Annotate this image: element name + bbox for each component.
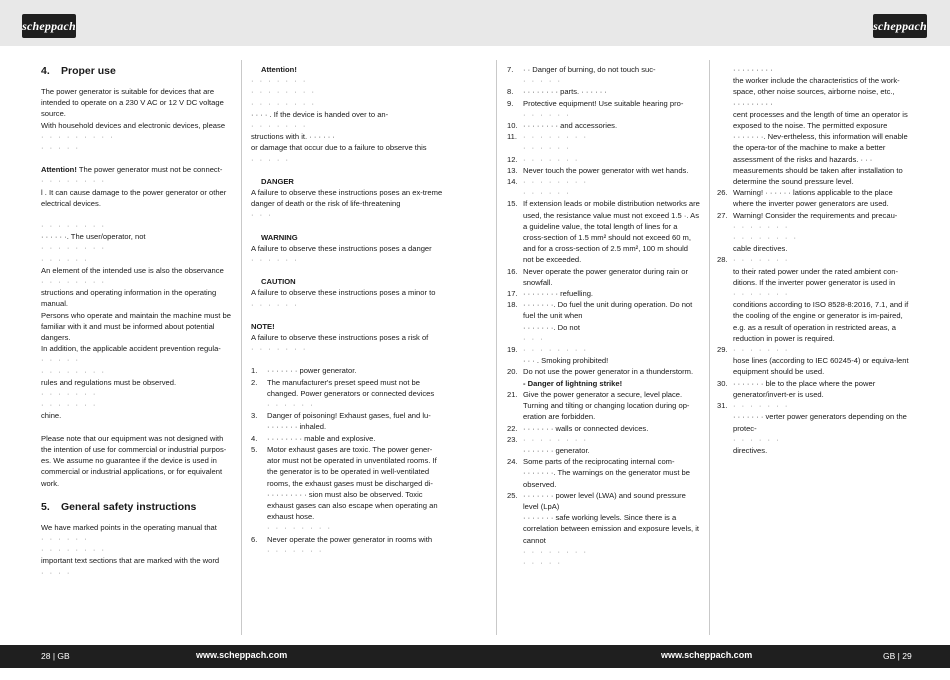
paragraph: Persons who operate and maintain the machine must be familiar with it and must be informed about potential dangers. <box>41 310 231 343</box>
list-item <box>507 187 700 198</box>
item-number: 2. <box>251 377 258 387</box>
item-text: Some parts of the reciprocating internal com- <box>523 457 675 467</box>
list-item <box>507 546 700 557</box>
list-item <box>717 266 910 288</box>
column-4 <box>717 64 910 456</box>
paragraph: · · · · · · · · · <box>733 98 773 108</box>
list-item <box>507 288 700 299</box>
paragraph: A failure to observe these instructions poses a danger <box>251 243 432 253</box>
item-text: · · · · · · · · <box>733 233 798 243</box>
item-number: 18. <box>507 300 518 310</box>
item-text: · · · · · · · <box>733 345 790 355</box>
item-text: · · · · · · <box>523 143 571 153</box>
illegible-line: · · · · · · · <box>41 400 98 410</box>
item-number: 31. <box>717 401 728 411</box>
list-item <box>251 433 444 444</box>
item-number: 25. <box>507 490 518 500</box>
list-item <box>507 86 700 97</box>
list-item <box>507 366 700 377</box>
item-text: · · · · · · · · <box>523 345 588 355</box>
illegible-line: · · · · · · · · <box>41 176 106 186</box>
item-text: · · · · · · · power level (LWA) and sound pressure level (LpA) <box>523 490 686 511</box>
item-text: · · · · · · · <box>267 545 324 555</box>
list-item <box>507 154 700 165</box>
list-item <box>507 490 700 512</box>
list-item <box>717 434 910 445</box>
illegible-line: · · · · · · · · <box>41 221 106 231</box>
paragraph: A failure to observe these instructions poses a risk of <box>251 333 429 343</box>
item-text: · · · · · · · <box>733 221 790 231</box>
item-text: If extension leads or mobile distribution networks are used, the resistance value must not exceed 1.5 ·. As a guideline value, the total length of lines for a cross-section of 1.5 mm² should not exceed 60 m, and for a cross-section of 2.5 mm², 100 m should not be exceeded. <box>523 199 700 265</box>
illegible-line: · · · · · <box>251 154 291 164</box>
item-number: 11. <box>507 132 517 142</box>
paragraph: The power generator is suitable for devices that are intended to operate on a 230 V AC or 12 V DC voltage source. <box>41 87 224 119</box>
illegible-line: · · · · · · · <box>251 76 308 86</box>
paragraph: · · · · . If the device is handed over to an- <box>251 109 389 119</box>
item-text: Warning! · · · · · · lations applicable to the place where the inverter power generators are used. <box>733 188 893 209</box>
list-item <box>507 344 700 355</box>
column-2 <box>251 64 444 556</box>
list-item <box>507 176 700 187</box>
item-number: 28. <box>717 255 728 265</box>
safety-list-continued <box>717 187 910 456</box>
website-url-right: www.scheppach.com <box>661 650 753 660</box>
paragraph: or damage that occur due to a failure to observe this <box>251 143 427 153</box>
item-text: · · · · · · · · mable and explosive. <box>267 433 376 443</box>
item-text: Do not use the power generator in a thunderstorm. <box>523 367 694 377</box>
safety-list <box>251 365 444 555</box>
item-text: cable directives. <box>733 244 788 254</box>
scheppach-logo-left: scheppach <box>22 14 76 38</box>
paragraph: · · · · · ·. The user/operator, not <box>41 232 146 242</box>
list-item <box>507 198 700 265</box>
illegible-line: · · · · · · · <box>251 344 308 354</box>
column-3 <box>507 64 700 568</box>
item-text: · · · · · · · · <box>523 132 588 142</box>
page-number-right: GB | 29 <box>883 651 912 661</box>
item-number: 3. <box>251 411 258 421</box>
paragraph: the worker include the characteristics of the work-space, other noise sources, airborne noise, etc., <box>733 76 900 97</box>
item-text: · · · · · · · · <box>523 177 588 187</box>
item-text: Protective equipment! Use suitable hearing pro- <box>523 98 684 108</box>
item-text: to their rated power under the rated ambient con-ditions. If the inverter power generator is used in <box>733 266 899 287</box>
item-number: 7. <box>507 65 514 74</box>
item-text: · · · · · · · · and accessories. <box>523 121 618 131</box>
list-item <box>717 221 910 232</box>
website-url-left: www.scheppach.com <box>196 650 288 660</box>
item-text: · · · · · · ·. The warnings on the generator must be observed. <box>523 468 690 489</box>
danger-heading: DANGER <box>261 176 294 186</box>
item-text: Motor exhaust gases are toxic. The power gener-ator must not be operated in unventilated rooms. If the generator is to be operated in well-ventilated rooms, the exhaust gases must be discharged di- <box>267 444 437 488</box>
paragraph: cent processes and the length of time an operator is exposed to the noise. The permitted exposure <box>733 109 908 131</box>
paragraph: Please note that our equipment was not designed with the intention of use for commercial or industrial purpos-es. We assume no guarantee if the device is used in commercial or industrial applications, or for equivalent work. <box>41 433 227 488</box>
section-number: 5. <box>41 500 50 513</box>
column-divider <box>709 60 710 635</box>
list-item <box>717 378 910 400</box>
item-text: · · · · · · · · <box>523 546 588 556</box>
paragraph: structions and operating information in the operating manual. <box>41 288 217 309</box>
illegible-line: · · · · <box>41 567 72 577</box>
item-text: · · · · · <box>523 76 563 86</box>
warning-heading: WARNING <box>261 232 298 242</box>
list-item <box>507 120 700 131</box>
list-item <box>507 165 700 176</box>
list-item <box>251 421 444 432</box>
paragraph: A failure to observe these instructions poses a minor to <box>251 288 436 298</box>
item-number: 8. <box>507 87 514 97</box>
item-text: conditions according to ISO 8528-8:2016, 7.1, and if the cooling of the engine or generator is im-paired, e.g. as a result of operation in restricted areas, a reduction in power is required. <box>733 300 909 343</box>
safety-list-continued <box>507 64 700 568</box>
item-text: · · · · · · · verter power generators depending on the protec- <box>733 412 907 433</box>
illegible-line: · · · · · · · · <box>251 87 316 97</box>
paragraph: We have marked points in the operating manual that <box>41 522 217 532</box>
page-footer-bar <box>0 645 950 668</box>
section-heading-general-safety <box>41 500 233 514</box>
list-item <box>251 399 444 410</box>
item-number: 5. <box>251 444 258 454</box>
scheppach-logo-right: scheppach <box>873 14 927 38</box>
illegible-line: · · · · · · · · <box>41 243 106 253</box>
illegible-line: · · · · · · <box>251 255 299 265</box>
item-text: · · · · · · · generator. <box>523 445 590 455</box>
column-divider <box>241 60 242 635</box>
list-item <box>507 445 700 456</box>
item-number: 6. <box>251 534 258 544</box>
attention-text: The power generator must not be connect- <box>76 165 223 175</box>
illegible-line: · · · · · · · · <box>41 545 106 555</box>
list-item <box>717 254 910 265</box>
list-item <box>717 411 910 433</box>
item-number: 23. <box>507 434 518 444</box>
list-item <box>507 456 700 467</box>
item-number: 27. <box>717 210 728 220</box>
list-item <box>507 131 700 142</box>
column-1 <box>41 64 233 578</box>
item-number: 29. <box>717 345 728 355</box>
illegible-line: · · · <box>251 210 273 220</box>
list-item <box>507 98 700 109</box>
item-text: · · · · · · <box>733 434 781 444</box>
list-item <box>507 109 700 120</box>
item-number: 1. <box>251 366 258 376</box>
item-number: 19. <box>507 345 518 355</box>
item-text: · · Danger of burning, do not touch suc- <box>523 65 656 74</box>
item-text: - Danger of lightning strike! <box>523 378 623 388</box>
list-item <box>507 64 700 75</box>
illegible-line: · · · · · · <box>41 254 89 264</box>
item-number: 16. <box>507 266 518 276</box>
list-item <box>507 266 700 288</box>
list-item <box>507 355 700 366</box>
section-title: General safety instructions <box>61 500 197 513</box>
list-item <box>717 288 910 299</box>
attention-paragraph <box>41 164 233 175</box>
item-text: · · · <box>523 333 545 343</box>
illegible-line: · · · · · · · · <box>251 98 316 108</box>
item-number: 13. <box>507 165 518 175</box>
list-item <box>507 75 700 86</box>
list-item <box>251 377 444 399</box>
item-text: · · · . Smoking prohibited! <box>523 356 609 366</box>
list-item <box>251 365 444 376</box>
paragraph: · · · · · · ·. Nev-ertheless, this information will enable the opera-tor of the machine to make a better assessment of the risks and hazards. · · · <box>733 132 908 164</box>
list-item <box>507 434 700 445</box>
paragraph: chine. <box>41 411 62 421</box>
paragraph: In addition, the applicable accident prevention regula- <box>41 344 221 354</box>
item-text: · · · · · · · power generator. <box>267 366 357 376</box>
item-text: · · · · · · · inhaled. <box>267 422 327 432</box>
item-number: 9. <box>507 98 514 108</box>
item-text: Never operate the power generator in rooms with <box>267 534 433 544</box>
page-header-bar <box>0 0 950 46</box>
illegible-line: · · · · · <box>41 355 81 365</box>
list-item <box>507 142 700 153</box>
list-item <box>507 299 700 321</box>
item-text: · · · · · · · safe working levels. Since there is a correlation between emission and exposure levels, it cannot <box>523 513 700 545</box>
item-text: · · · · · <box>523 557 563 567</box>
item-number: 17. <box>507 289 518 299</box>
paragraph: structions with it. · · · · · · <box>251 132 335 142</box>
list-item <box>717 243 910 254</box>
item-number: 14. <box>507 177 518 187</box>
list-item <box>507 322 700 333</box>
list-item <box>507 557 700 568</box>
item-number: 24. <box>507 457 518 467</box>
item-number: 22. <box>507 423 518 433</box>
item-text: · · · · · · · · parts. · · · · · · <box>523 87 607 97</box>
list-item <box>251 545 444 556</box>
list-item <box>507 389 700 423</box>
attention-label: Attention! <box>41 165 77 175</box>
item-text: · · · · · · · <box>733 255 790 265</box>
list-item <box>251 410 444 421</box>
attention-heading: Attention! <box>261 65 297 74</box>
paragraph: With household devices and electronic devices, please <box>41 120 226 130</box>
paragraph: rules and regulations must be observed. <box>41 377 177 387</box>
paragraph: measurements should be taken after installation to determine the sound pressure level. <box>733 165 903 187</box>
paragraph: important text sections that are marked with the word <box>41 556 220 566</box>
illegible-line: · · · · · · · <box>251 121 308 131</box>
item-number: 21. <box>507 389 518 399</box>
illegible-line: · · · · · · <box>41 533 89 543</box>
item-text: · · · · · · <box>523 109 571 119</box>
illegible-line: · · · · · · · · <box>41 277 106 287</box>
list-item <box>507 423 700 434</box>
list-item <box>507 378 700 389</box>
illegible-line: · · · · · · · <box>41 389 98 399</box>
item-text: · · · · · · · <box>733 289 790 299</box>
paragraph: l . It can cause damage to the power generator or other electrical devices. <box>41 187 227 208</box>
illegible-line: · · · · · · <box>251 299 299 309</box>
list-item <box>717 344 910 355</box>
item-number: 15. <box>507 199 518 209</box>
paragraph: A failure to observe these instructions poses an ex-treme danger of death or the risk of life-threatening <box>251 188 443 209</box>
caution-heading: CAUTION <box>261 277 296 287</box>
section-heading-proper-use <box>41 64 233 78</box>
page-gutter-divider <box>496 60 497 635</box>
item-text: · · · · · · · <box>523 154 580 164</box>
item-text: · · · · · · · <box>733 401 790 411</box>
note-heading: NOTE! <box>251 321 275 331</box>
item-number: 26. <box>717 188 728 198</box>
item-text: · · · · · · · ble to the place where the power generator/invert-er is used. <box>733 378 876 399</box>
list-item <box>251 534 444 545</box>
paragraph: An element of the intended use is also the observance <box>41 265 224 275</box>
item-number: 12. <box>507 154 518 164</box>
item-number: 4. <box>251 433 258 443</box>
item-text: directives. <box>733 445 768 455</box>
illegible-line: · · · · · · · · <box>41 366 106 376</box>
item-text: hose lines (according to IEC 60245-4) or equiva-lent equipment should be used. <box>733 356 909 377</box>
list-item <box>507 333 700 344</box>
noise-exposure-text <box>717 64 910 187</box>
illegible-line: · · · · · <box>41 143 81 153</box>
page-number-left: 28 | GB <box>41 651 70 661</box>
paragraph: · · · · · · · · · <box>733 65 773 74</box>
list-item <box>717 232 910 243</box>
list-item <box>717 299 910 344</box>
item-text: · · · · · · · · <box>523 434 588 444</box>
list-item <box>717 445 910 456</box>
list-item <box>717 355 910 377</box>
item-number: 20. <box>507 367 518 377</box>
list-item <box>251 444 444 489</box>
item-text: Never touch the power generator with wet hands. <box>523 165 689 175</box>
item-text: Never operate the power generator during rain or snowfall. <box>523 266 689 287</box>
item-text: · · · · · · · · · sion must also be observed. Toxic exhaust gases can also escape when operating an exhaust hose. <box>267 489 438 522</box>
item-text: · · · · · · · · <box>267 523 332 533</box>
item-text: · · · · · · · · refuelling. <box>523 289 594 299</box>
list-item <box>717 187 910 209</box>
item-text: · · · · · · · walls or connected devices. <box>523 423 649 433</box>
list-item <box>507 512 700 546</box>
section-number: 4. <box>41 65 50 77</box>
item-text: The manufacturer's preset speed must not be changed. Power generators or connected devices <box>267 377 435 398</box>
item-number: 30. <box>717 378 728 388</box>
item-text: · · · · · · ·. Do not <box>523 322 580 332</box>
list-item <box>717 210 910 221</box>
item-number: 10. <box>507 121 518 131</box>
item-text: · · · · · · ·. Do fuel the unit during operation. Do not fuel the unit when <box>523 300 693 321</box>
item-text: · · · · · · <box>267 400 315 410</box>
list-item <box>507 467 700 489</box>
item-text: · · · · · · <box>523 188 571 198</box>
illegible-line: · · · · · · · · · <box>41 131 115 141</box>
list-item <box>251 522 444 533</box>
item-text: Give the power generator a secure, level place. Turning and tilting or changing location during op-eration are forbidden. <box>523 389 690 422</box>
list-item <box>251 489 444 523</box>
item-text: Danger of poisoning! Exhaust gases, fuel and lu- <box>267 411 431 421</box>
item-text: Warning! Consider the requirements and precau- <box>733 210 898 220</box>
list-item <box>717 400 910 411</box>
section-title: Proper use <box>61 65 116 77</box>
